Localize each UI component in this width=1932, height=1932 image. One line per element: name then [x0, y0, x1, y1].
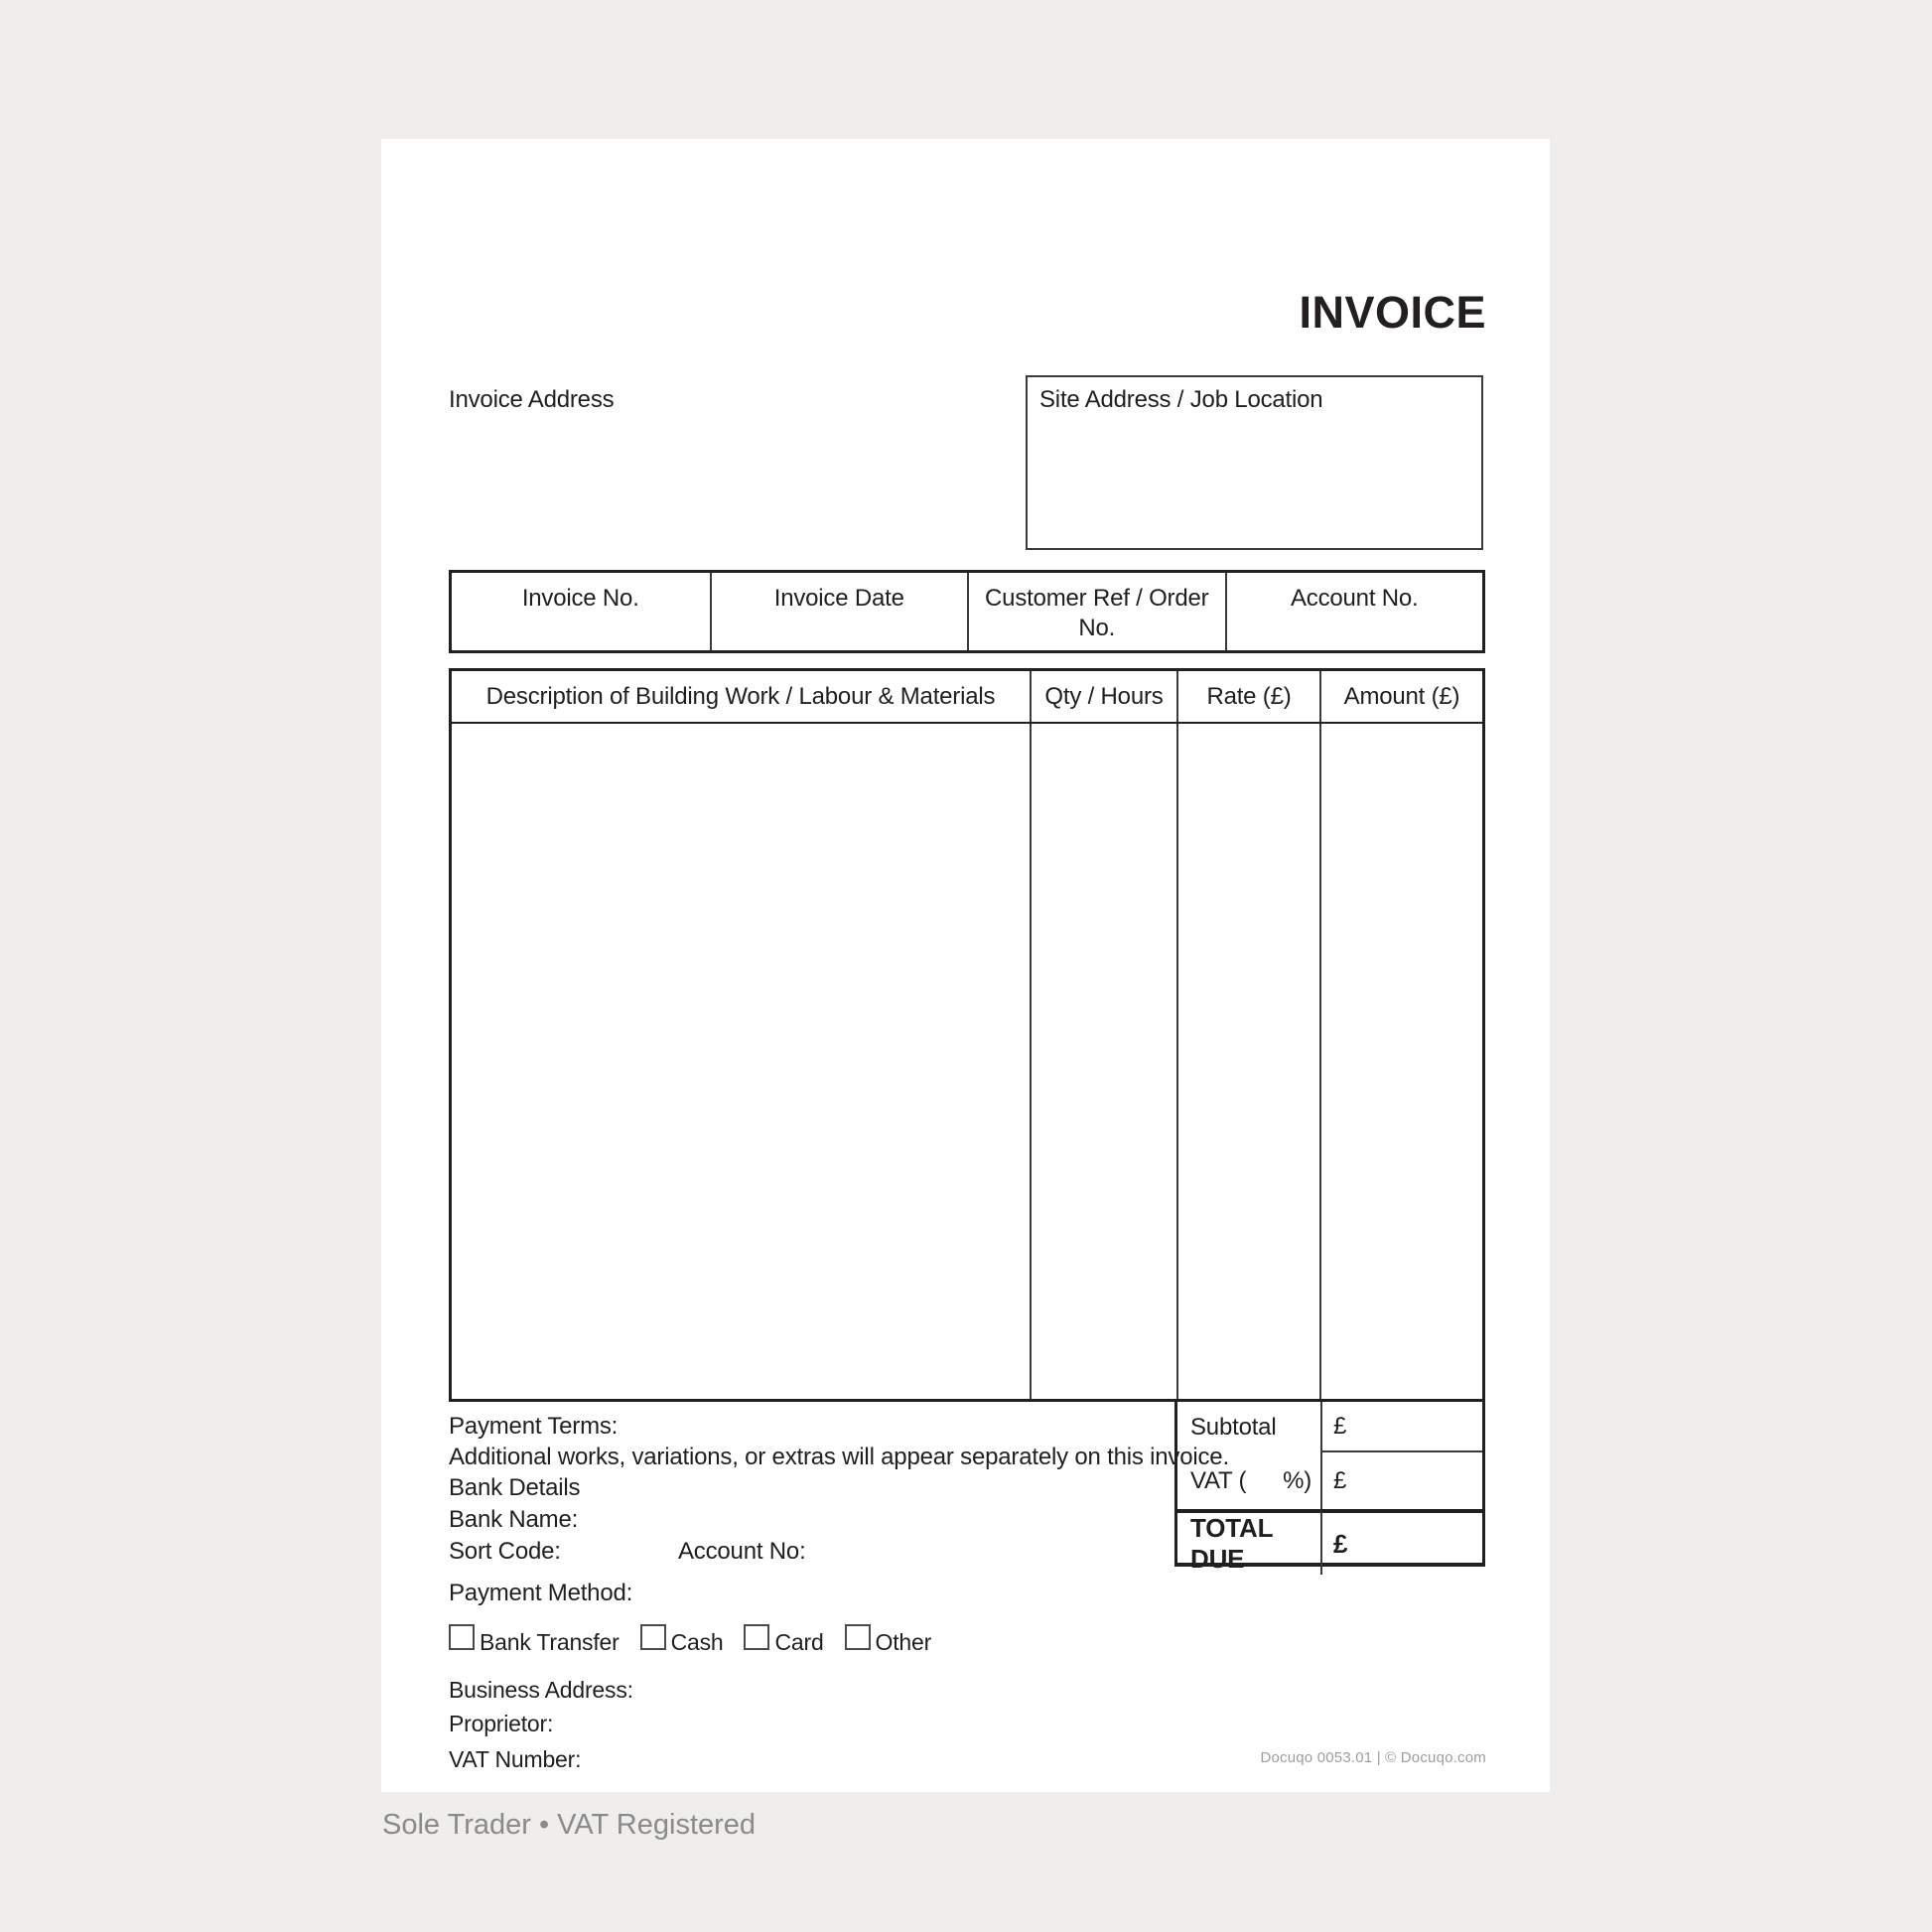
vat-number-label: VAT Number:: [449, 1746, 582, 1772]
cash-label: Cash: [670, 1629, 724, 1655]
payment-method-label: Payment Method:: [449, 1580, 633, 1606]
qty-hours-entry-area[interactable]: [1030, 724, 1176, 1399]
other-checkbox[interactable]: [845, 1624, 871, 1650]
invoice-info-table: [449, 570, 1485, 653]
currency-symbol: £: [1333, 1466, 1347, 1494]
customer-ref-cell[interactable]: [967, 573, 1225, 650]
amount-entry-area[interactable]: [1319, 724, 1482, 1399]
invoice-date-cell[interactable]: [710, 573, 968, 650]
items-table: [449, 668, 1485, 1402]
amount-column-header: Amount (£): [1319, 671, 1482, 722]
rate-column-header: Rate (£): [1176, 671, 1319, 722]
items-table-body: [452, 724, 1482, 1399]
vat-label-close: %): [1283, 1466, 1311, 1494]
vat-label-open: VAT (: [1190, 1466, 1247, 1494]
other-label: Other: [875, 1629, 932, 1655]
totals-box: [1174, 1402, 1485, 1574]
template-caption: Sole Trader • VAT Registered: [382, 1809, 757, 1841]
payment-terms-note: Additional works, variations, or extras will appear separately on this invoice.: [449, 1444, 1229, 1470]
total-due-label: TOTAL DUE: [1177, 1509, 1320, 1575]
invoice-no-cell[interactable]: [452, 573, 710, 650]
qty-hours-column-header: Qty / Hours: [1030, 671, 1176, 722]
customer-ref-header: Customer Ref / Order No.: [985, 585, 1209, 641]
invoice-address-label: Invoice Address: [449, 386, 615, 413]
sort-code-label: Sort Code:: [449, 1538, 561, 1565]
total-due-value-cell[interactable]: [1320, 1509, 1482, 1575]
site-address-label: Site Address / Job Location: [1039, 386, 1323, 413]
payment-method-cash[interactable]: [640, 1624, 724, 1656]
payment-terms-label: Payment Terms:: [449, 1413, 619, 1440]
vat-value-cell[interactable]: [1322, 1452, 1482, 1509]
proprietor-label: Proprietor:: [449, 1711, 554, 1736]
account-no-cell[interactable]: [1225, 573, 1483, 650]
invoice-page: [381, 139, 1550, 1792]
items-table-header: [452, 671, 1482, 724]
invoice-date-header: Invoice Date: [773, 585, 904, 612]
subtotal-label: Subtotal: [1190, 1413, 1277, 1441]
rate-entry-area[interactable]: [1176, 724, 1319, 1399]
invoice-no-header: Invoice No.: [521, 585, 639, 612]
bank-transfer-label: Bank Transfer: [480, 1629, 620, 1655]
description-column-header: Description of Building Work / Labour & Materials: [485, 682, 996, 710]
card-checkbox[interactable]: [744, 1624, 769, 1650]
document-credit: Docuqo 0053.01 | © Docuqo.com: [1260, 1749, 1486, 1766]
description-entry-area[interactable]: [452, 724, 1030, 1399]
payment-method-card[interactable]: [744, 1624, 823, 1656]
bank-account-no-label: Account No:: [678, 1538, 806, 1565]
totals-values: [1320, 1402, 1482, 1509]
payment-method-bank-transfer[interactable]: [449, 1624, 620, 1656]
business-address-label: Business Address:: [449, 1677, 633, 1703]
page-title: INVOICE: [1299, 287, 1486, 338]
currency-symbol: £: [1333, 1412, 1347, 1440]
bank-details-label: Bank Details: [449, 1474, 581, 1501]
payment-method-options: [449, 1624, 931, 1656]
bank-name-label: Bank Name:: [449, 1506, 579, 1533]
account-no-header: Account No.: [1290, 585, 1419, 612]
subtotal-value-cell[interactable]: [1322, 1402, 1482, 1452]
cash-checkbox[interactable]: [640, 1624, 666, 1650]
currency-symbol: £: [1333, 1528, 1348, 1559]
card-label: Card: [774, 1629, 824, 1655]
payment-method-other[interactable]: [845, 1624, 932, 1656]
bank-transfer-checkbox[interactable]: [449, 1624, 475, 1650]
site-address-box[interactable]: [1026, 375, 1483, 550]
